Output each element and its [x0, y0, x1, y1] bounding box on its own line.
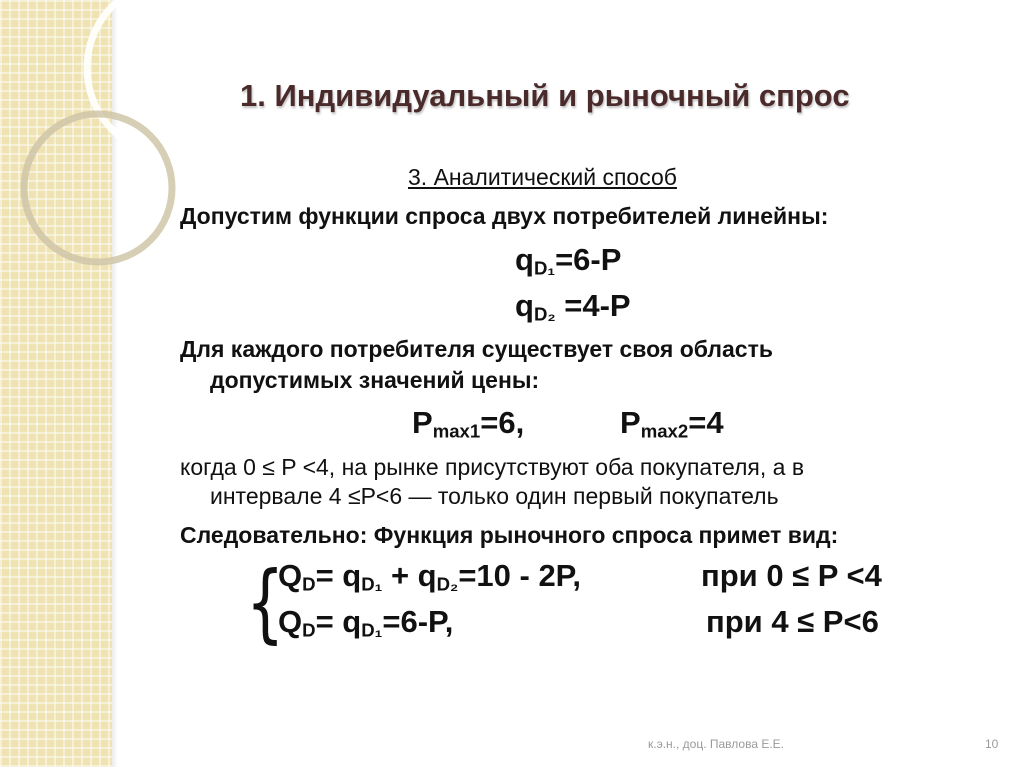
assumption-text: Допустим функции спроса двух потребителей линейны:: [180, 203, 829, 229]
row1-q2-subscript: D₂: [436, 573, 459, 595]
pmax1-subscript: max1: [432, 420, 481, 442]
pmax2-subscript: max2: [640, 420, 689, 442]
market-demand-row-2: [278, 604, 453, 640]
eq1-subscript: D₁: [533, 257, 556, 279]
row1-Q: Q: [278, 558, 303, 593]
conclusion-text: Следовательно: Функция рыночного спроса примет вид:: [180, 522, 839, 548]
pmax-1: [412, 405, 524, 441]
eq1-rhs: =6-P: [555, 242, 622, 277]
pmax1-var: P: [412, 405, 433, 440]
row2-q1-subscript: D₁: [361, 619, 383, 641]
row1-q1-subscript: D₁: [361, 573, 383, 595]
row1-eq: = q: [315, 558, 362, 593]
price-area-line-1: Для каждого потребителя существует своя область: [180, 336, 773, 362]
market-demand-row-1: [278, 558, 581, 594]
demand-equation-2: [515, 288, 631, 324]
row1-plus: + q: [382, 558, 437, 593]
row1-Q-subscript: D: [302, 573, 316, 595]
decorative-circle-large: [87, 0, 263, 156]
pmax-2: [620, 405, 724, 441]
row2-Q: Q: [278, 604, 303, 639]
slide-title: 1. Индивидуальный и рыночный спрос: [240, 78, 850, 113]
condition-line-1: когда 0 ≤ P <4, на рынке присутствуют оба покупателя, а в: [180, 454, 805, 480]
demand-equation-1: [515, 242, 621, 278]
eq2-subscript: D₂: [533, 303, 556, 325]
row2-condition: при 4 ≤ P<6: [706, 604, 879, 639]
eq1-var: q: [515, 242, 534, 277]
price-area-line-2: допустимых значений цены:: [210, 367, 540, 393]
row2-rhs: =6-P,: [382, 604, 454, 639]
method-heading: 3. Аналитический способ: [408, 164, 677, 190]
system-brace: {: [246, 553, 285, 653]
pmax2-var: P: [620, 405, 641, 440]
footer-author: к.э.н., доц. Павлова Е.Е.: [648, 737, 785, 751]
pmax1-rhs: =6,: [480, 405, 525, 440]
row2-eq: = q: [315, 604, 362, 639]
page-number: 10: [985, 737, 999, 751]
condition-line-2: интервале 4 ≤P<6 — только один первый покупатель: [210, 483, 779, 509]
pmax2-rhs: =4: [688, 405, 724, 440]
decorative-circles: [0, 0, 300, 300]
decorative-circle-small: [24, 114, 172, 262]
row1-condition: при 0 ≤ P <4: [701, 558, 882, 593]
row2-Q-subscript: D: [302, 619, 316, 641]
eq2-var: q: [515, 288, 534, 323]
row1-rhs: =10 - 2P,: [458, 558, 581, 593]
eq2-rhs: =4-P: [555, 288, 631, 323]
